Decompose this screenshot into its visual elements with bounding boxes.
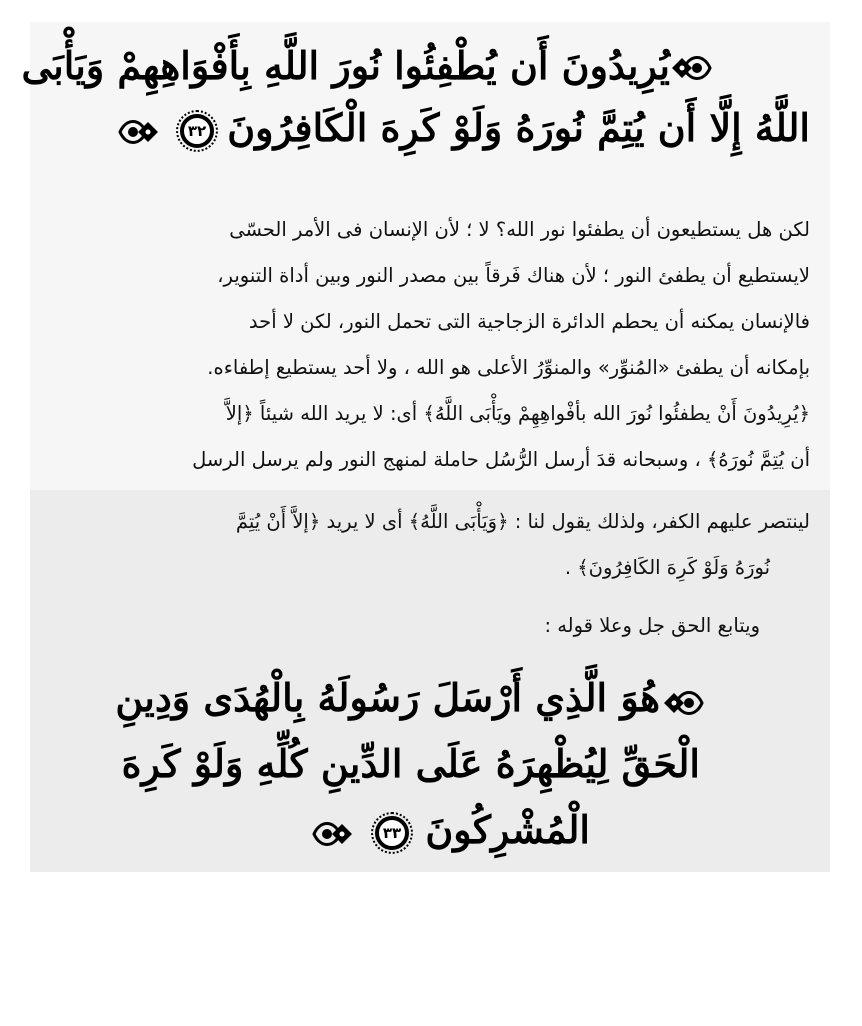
commentary-line-8: نُورَهُ وَلَوْ كَرِهَ الكَافِرُونَ﴾ . [564, 556, 770, 579]
commentary-line-3: فالإنسان يمكنه أن يحطم الدائرة الزجاجية التى تحمل النور، لكن لا أحد [248, 310, 810, 333]
verse-32-line-1: يُرِيدُونَ أَن يُطْفِئُوا نُورَ اللَّهِ بِأَفْوَاهِهِمْ وَيَأْبَى [21, 43, 670, 88]
commentary-line-6: أن يُتِمَّ نُورَهُ﴾ ، وسبحانه قدَ أرسل الرُّسُل حاملة لمنهج النور ولم يرسل الرسل [192, 448, 810, 471]
commentary-line-5: ﴿يُرِيدُونَ أَنْ يطفئُوا نُورَ الله بأفْواهِهِمْ ويَأْبَى اللَّهُ﴾ أى: لا يريد الله شيئاً ﴿إلاَّ [225, 402, 810, 425]
commentary-line-7: لينتصر عليهم الكفر، ولذلك يقول لنا : ﴿وَيَأْبَى اللَّهُ﴾ أى لا يريد ﴿إلاَّ أَنْ يُتِمَّ [235, 510, 810, 533]
verse-32-line-2: اللَّهُ إِلَّا أَن يُتِمَّ نُورَهُ وَلَوْ كَرِهَ الْكَافِرُونَ [227, 105, 810, 150]
scanned-page [21, 22, 830, 872]
verse-33-line-3: الْمُشْرِكُونَ [425, 807, 590, 852]
commentary-line-1: لكن هل يستطيعون أن يطفئوا نور الله؟ لا ؛ لأن الإنسان فى الأمر الحسّى [229, 218, 810, 241]
commentary-line-9: ويتابع الحق جل وعلا قوله : [544, 614, 760, 637]
commentary-line-2: لايستطيع أن يطفئ النور ؛ لأن هناك فَرقاً بين مصدر النور وبين أداة التنوير، [217, 264, 810, 287]
verse-start-ornament-icon [670, 52, 712, 84]
verse-end-ornament-icon [118, 116, 160, 148]
verse-start-ornament-icon [662, 687, 704, 719]
verse-33-line-1: هُوَ الَّذِي أَرْسَلَ رَسُولَهُ بِالْهُدَى وَدِينِ [115, 675, 660, 720]
ayah-number-33: ٣٣ [375, 816, 409, 850]
ayah-number-32: ٣٢ [180, 114, 214, 148]
verse-33-line-2: الْحَقِّ لِيُظْهِرَهُ عَلَى الدِّينِ كُلِّهِ وَلَوْ كَرِهَ [121, 741, 700, 786]
verse-end-ornament-icon [312, 818, 354, 850]
commentary-line-4: بإمكانه أن يطفئ «المُنوِّر» والمنوِّرُ الأعلى هو الله ، ولا أحد يستطيع إطفاءه. [207, 356, 810, 379]
